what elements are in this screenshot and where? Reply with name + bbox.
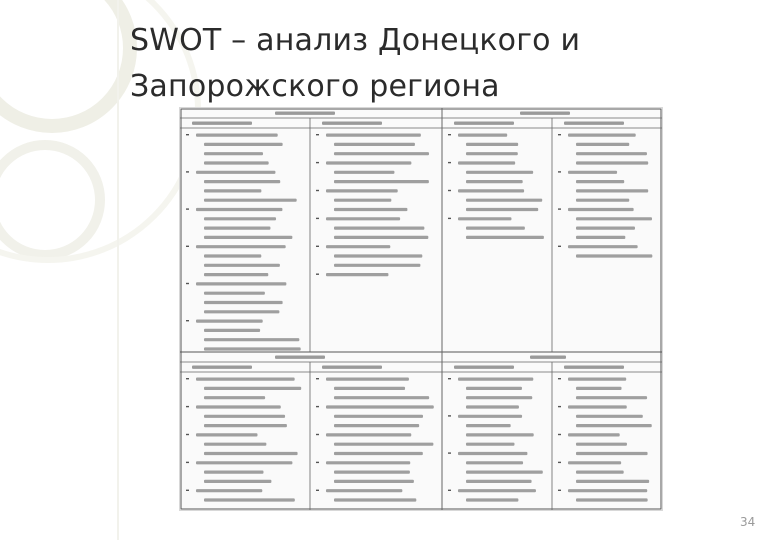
text-line bbox=[204, 452, 298, 455]
header-group-label bbox=[275, 112, 335, 115]
text-line bbox=[576, 199, 629, 202]
text-line bbox=[334, 236, 428, 239]
text-line bbox=[466, 236, 544, 239]
text-line bbox=[466, 180, 523, 183]
bullet-mark bbox=[448, 490, 451, 491]
column-header-label bbox=[322, 122, 382, 125]
text-line bbox=[204, 217, 276, 220]
text-line bbox=[204, 143, 283, 146]
text-line bbox=[196, 489, 262, 492]
bullet-mark bbox=[558, 462, 561, 463]
column-header-label bbox=[192, 366, 252, 369]
bullet-mark bbox=[558, 406, 561, 407]
bullet-mark bbox=[186, 320, 189, 321]
text-line bbox=[334, 498, 416, 501]
text-line bbox=[204, 227, 270, 230]
text-line bbox=[576, 254, 652, 257]
text-line bbox=[466, 433, 534, 436]
text-line bbox=[204, 292, 265, 295]
column-header-label bbox=[564, 122, 624, 125]
text-line bbox=[326, 273, 388, 276]
bullet-mark bbox=[558, 378, 561, 379]
text-line bbox=[576, 415, 643, 418]
text-line bbox=[576, 152, 647, 155]
bullet-mark bbox=[558, 490, 561, 491]
text-line bbox=[326, 134, 421, 137]
bullet-mark bbox=[316, 274, 319, 275]
bullet-mark bbox=[448, 134, 451, 135]
text-line bbox=[466, 171, 533, 174]
text-line bbox=[196, 461, 292, 464]
text-line bbox=[334, 199, 391, 202]
text-line bbox=[466, 227, 525, 230]
text-line bbox=[196, 433, 257, 436]
text-line bbox=[196, 208, 282, 211]
bullet-mark bbox=[186, 283, 189, 284]
text-line bbox=[196, 245, 286, 248]
title-line-1: SWOT – анализ Донецкого и bbox=[130, 23, 581, 58]
text-line bbox=[334, 180, 429, 183]
text-line bbox=[204, 189, 261, 192]
text-line bbox=[204, 347, 301, 350]
text-line bbox=[576, 161, 648, 164]
bullet-mark bbox=[316, 378, 319, 379]
bullet-mark bbox=[558, 208, 561, 209]
text-line bbox=[576, 180, 624, 183]
column-header-label bbox=[322, 366, 382, 369]
text-line bbox=[204, 161, 269, 164]
text-line bbox=[568, 134, 636, 137]
text-line bbox=[334, 424, 419, 427]
text-line bbox=[326, 433, 411, 436]
bullet-mark bbox=[186, 462, 189, 463]
text-line bbox=[576, 396, 647, 399]
text-line bbox=[466, 443, 514, 446]
column-header-label bbox=[454, 366, 514, 369]
text-line bbox=[466, 396, 532, 399]
text-line bbox=[458, 217, 511, 220]
text-line bbox=[466, 480, 532, 483]
text-line bbox=[466, 143, 518, 146]
bullet-mark bbox=[316, 406, 319, 407]
text-line bbox=[458, 452, 527, 455]
bullet-mark bbox=[316, 218, 319, 219]
text-line bbox=[466, 498, 518, 501]
text-line bbox=[204, 396, 265, 399]
bullet-mark bbox=[186, 434, 189, 435]
text-line bbox=[204, 152, 263, 155]
text-line bbox=[458, 378, 533, 381]
text-line bbox=[204, 443, 266, 446]
text-line bbox=[576, 480, 649, 483]
bullet-mark bbox=[558, 134, 561, 135]
text-line bbox=[326, 489, 402, 492]
text-line bbox=[326, 245, 390, 248]
text-line bbox=[334, 471, 410, 474]
bullet-mark bbox=[316, 490, 319, 491]
text-line bbox=[568, 208, 634, 211]
text-line bbox=[466, 208, 538, 211]
text-line bbox=[334, 208, 407, 211]
column-header-label bbox=[454, 122, 514, 125]
text-line bbox=[334, 227, 424, 230]
text-line bbox=[196, 405, 281, 408]
text-line bbox=[204, 254, 261, 257]
text-line bbox=[568, 405, 627, 408]
bullet-mark bbox=[186, 246, 189, 247]
text-line bbox=[326, 405, 434, 408]
bullet-mark bbox=[448, 190, 451, 191]
text-line bbox=[204, 329, 260, 332]
text-line bbox=[204, 387, 301, 390]
text-line bbox=[204, 264, 280, 267]
text-line bbox=[334, 480, 414, 483]
bullet-mark bbox=[186, 208, 189, 209]
text-line bbox=[568, 378, 626, 381]
text-line bbox=[576, 143, 629, 146]
text-line bbox=[334, 387, 405, 390]
bullet-mark bbox=[448, 378, 451, 379]
text-line bbox=[458, 489, 536, 492]
text-line bbox=[568, 171, 617, 174]
text-line bbox=[458, 134, 507, 137]
text-line bbox=[568, 433, 620, 436]
text-line bbox=[576, 227, 635, 230]
text-line bbox=[458, 161, 515, 164]
text-line bbox=[334, 171, 394, 174]
text-line bbox=[576, 443, 627, 446]
header-group-label bbox=[275, 356, 325, 359]
table-frame bbox=[181, 109, 661, 509]
text-line bbox=[204, 424, 287, 427]
text-line bbox=[458, 415, 522, 418]
bullet-mark bbox=[448, 415, 451, 416]
text-line bbox=[568, 461, 621, 464]
text-line bbox=[326, 461, 410, 464]
text-line bbox=[204, 338, 299, 341]
bullet-mark bbox=[316, 246, 319, 247]
text-line bbox=[196, 134, 278, 137]
text-line bbox=[466, 471, 543, 474]
text-line bbox=[204, 480, 271, 483]
text-line bbox=[466, 387, 522, 390]
text-line bbox=[334, 452, 423, 455]
text-line bbox=[334, 396, 429, 399]
text-line bbox=[204, 415, 285, 418]
text-line bbox=[334, 443, 433, 446]
text-line bbox=[196, 282, 286, 285]
text-line bbox=[466, 199, 542, 202]
bullet-mark bbox=[558, 171, 561, 172]
text-line bbox=[576, 452, 648, 455]
bullet-mark bbox=[316, 462, 319, 463]
bullet-mark bbox=[316, 134, 319, 135]
page-number: 34 bbox=[740, 515, 756, 529]
text-line bbox=[204, 180, 280, 183]
column-header-label bbox=[192, 122, 252, 125]
header-group-label bbox=[530, 356, 566, 359]
text-line bbox=[576, 189, 648, 192]
text-line bbox=[576, 387, 622, 390]
column-header-label bbox=[564, 366, 624, 369]
text-line bbox=[204, 273, 268, 276]
text-line bbox=[334, 415, 423, 418]
text-line bbox=[466, 152, 518, 155]
text-line bbox=[334, 254, 422, 257]
bullet-mark bbox=[448, 452, 451, 453]
text-line bbox=[204, 310, 279, 313]
bullet-mark bbox=[448, 162, 451, 163]
text-line bbox=[334, 152, 429, 155]
text-line bbox=[326, 161, 411, 164]
text-line bbox=[576, 236, 625, 239]
text-line bbox=[204, 199, 297, 202]
title-line-2: Запорожского региона bbox=[130, 69, 500, 104]
bullet-mark bbox=[186, 490, 189, 491]
bullet-mark bbox=[186, 406, 189, 407]
text-line bbox=[458, 189, 524, 192]
text-line bbox=[196, 320, 263, 323]
text-line bbox=[204, 471, 263, 474]
text-line bbox=[196, 171, 275, 174]
text-line bbox=[466, 424, 511, 427]
text-line bbox=[204, 498, 295, 501]
text-line bbox=[568, 489, 647, 492]
bullet-mark bbox=[186, 378, 189, 379]
swot-table-image bbox=[180, 108, 662, 510]
bullet-mark bbox=[186, 171, 189, 172]
text-line bbox=[204, 236, 292, 239]
text-line bbox=[326, 217, 400, 220]
text-line bbox=[196, 378, 295, 381]
text-line bbox=[576, 498, 648, 501]
text-line bbox=[326, 378, 409, 381]
bullet-mark bbox=[558, 434, 561, 435]
bullet-mark bbox=[316, 162, 319, 163]
text-line bbox=[568, 245, 638, 248]
bullet-mark bbox=[316, 190, 319, 191]
text-line bbox=[576, 424, 652, 427]
slide-title bbox=[130, 18, 690, 110]
text-line bbox=[334, 143, 415, 146]
swot-table-drawing bbox=[180, 108, 662, 510]
text-line bbox=[576, 217, 652, 220]
bullet-mark bbox=[316, 434, 319, 435]
bullet-mark bbox=[186, 134, 189, 135]
text-line bbox=[204, 301, 283, 304]
header-group-label bbox=[520, 112, 570, 115]
text-line bbox=[466, 461, 523, 464]
text-line bbox=[576, 471, 624, 474]
text-line bbox=[326, 189, 398, 192]
bullet-mark bbox=[558, 246, 561, 247]
text-line bbox=[334, 264, 420, 267]
bullet-mark bbox=[448, 218, 451, 219]
text-line bbox=[466, 405, 519, 408]
